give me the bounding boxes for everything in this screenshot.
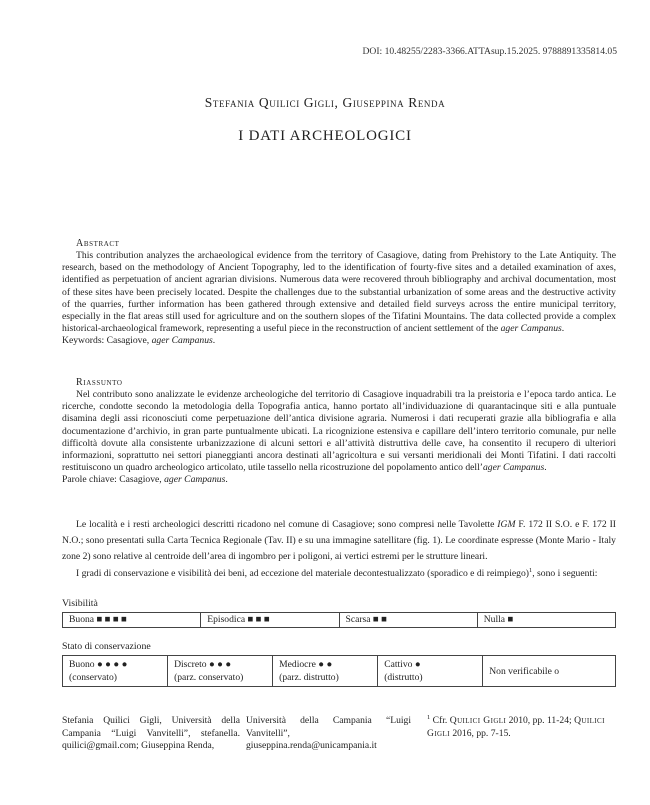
- article-title: I DATI ARCHEOLOGICI: [238, 128, 412, 144]
- body-paragraph-2: I gradi di conservazione e visibilità dei beni, ad eccezione del materiale decontestualizzato (sporadico e di reimpiego)$^1$, sono i seguenti:: [76, 566, 598, 579]
- abstract-keywords: Keywords: Casagiove, ager Campanus.: [62, 335, 216, 347]
- riassunto-text: Nel contributo sono analizzate le evidenze archeologiche del territorio di Casagiove inquadrabili tra la preistoria e l’epoca tardo antica. Le ricerche, condotte secondo la metodologia della Topografia antica, hanno portato all’individuazione di quarantacinque siti e alla puntuale disamina degli assi riconosciuti come perpetuazione dell’antica divisione agraria. Numerosi i dati recuperati grazie alla bibliografia e alla documentazione d’archivio, in gran parte puntualmente ubicati. La ricognizione estensiva e capillare dell’intero territorio comunale, pur nelle difficoltà dovute alla consistente urbanizzazione di alcuni settori e all’attività distruttiva delle cave, ha consentito il recupero di ulteriori informazioni, soprattutto nei settori pianeggianti ancora destinati all’agricoltura e sui versanti meridionali dei Monti Tifatini. I dati raccolti restituiscono un quadro archeologico articolato, utile tassello nella ricostruzione del popolamento antico dell’ager Campanus.: [62, 389, 616, 474]
- body-paragraph-1: Le località e i resti archeologici descritti ricadono nel comune di Casagiove; sono compresi nelle Tavolette IGM F. 172 II S.O. e F. 172 II N.O.; sono presentati sulla Carta Tecnica Regionale (Tav. II) e su una immagine satellitare (fig. 1). Le coordinate espresse (Monte Mario - Italy zone 2) sono relative al centroide dell’area di ingombro per i poligoni, ai vertici estremi per le strutture lineari.: [62, 519, 617, 563]
- visibility-cell: Scarsa ■ ■: [339, 613, 477, 628]
- conservation-cell: Cattivo ● (distrutto): [378, 656, 483, 687]
- riassunto-section: [62, 377, 616, 486]
- visibility-cell: Nulla ■: [477, 613, 615, 628]
- visibility-cell: Episodica ■ ■ ■: [201, 613, 339, 628]
- riassunto-heading: Riassunto: [76, 377, 123, 388]
- conservation-cell: Discreto ● ● ● (parz. conservato): [168, 656, 273, 687]
- conservation-cell: Non verificabile o: [483, 656, 616, 687]
- conservation-cell: Buono ● ● ● ● (conservato): [63, 656, 168, 687]
- visibility-label: Visibilità: [62, 598, 98, 609]
- visibility-table: [62, 612, 616, 628]
- conservation-table: [62, 655, 616, 687]
- doi: DOI: 10.48255/2283-3366.ATTAsup.15.2025. 9788891335814.05: [362, 46, 617, 57]
- abstract-heading: Abstract: [76, 238, 120, 249]
- conservation-label: Stato di conservazione: [62, 641, 151, 652]
- body-text: [62, 517, 616, 582]
- abstract-text: This contribution analyzes the archaeological evidence from the territory of Casagiove, dating from Prehistory to the Late Antiquity. The research, based on the methodology of Ancient Topography, led to the identification of fourty-five sites and a detailed examination of axes, identified as perpetuation of ancient agrarian divisions. Numerous data were recovered throuh bibliography and archival documentation, most of these sites have been precisely located. Despite the challenges due to the substantial urbanization of some areas and the destructive activity of the quarries, further information has been gathered through extensive and detailed field surveys across the entire municipal territory, especially in the flat areas still used for agriculture and on the southern slopes of the Tifatini Mountains. The data collected provide a complex historical-archaeological framework, representing a useful piece in the reconstruction of ancient settlement of the ager Campanus.: [62, 250, 616, 335]
- abstract-section: [62, 238, 616, 347]
- visibility-cell: Buona ■ ■ ■ ■: [63, 613, 201, 628]
- authors: Stefania Quilici Gigli, Giuseppina Renda: [204, 95, 446, 110]
- author-affiliation-2: Università della Campania “Luigi Vanvitelli”, giuseppina.renda@unicampania.it: [246, 715, 411, 751]
- footnote: $^1$ Cfr. Quilici Gigli 2010, pp. 11-24; Quilici Gigli 2016, pp. 7-15.: [427, 713, 605, 739]
- conservation-cell: Mediocre ● ● (parz. distrutto): [273, 656, 378, 687]
- riassunto-keywords: Parole chiave: Casagiove, ager Campanus.: [62, 474, 228, 486]
- author-affiliation-1: Stefania Quilici Gigli, Università della Campania “Luigi Vanvitelli”, stefanella. quilici@gmail.com; Giuseppina Renda,: [62, 715, 240, 751]
